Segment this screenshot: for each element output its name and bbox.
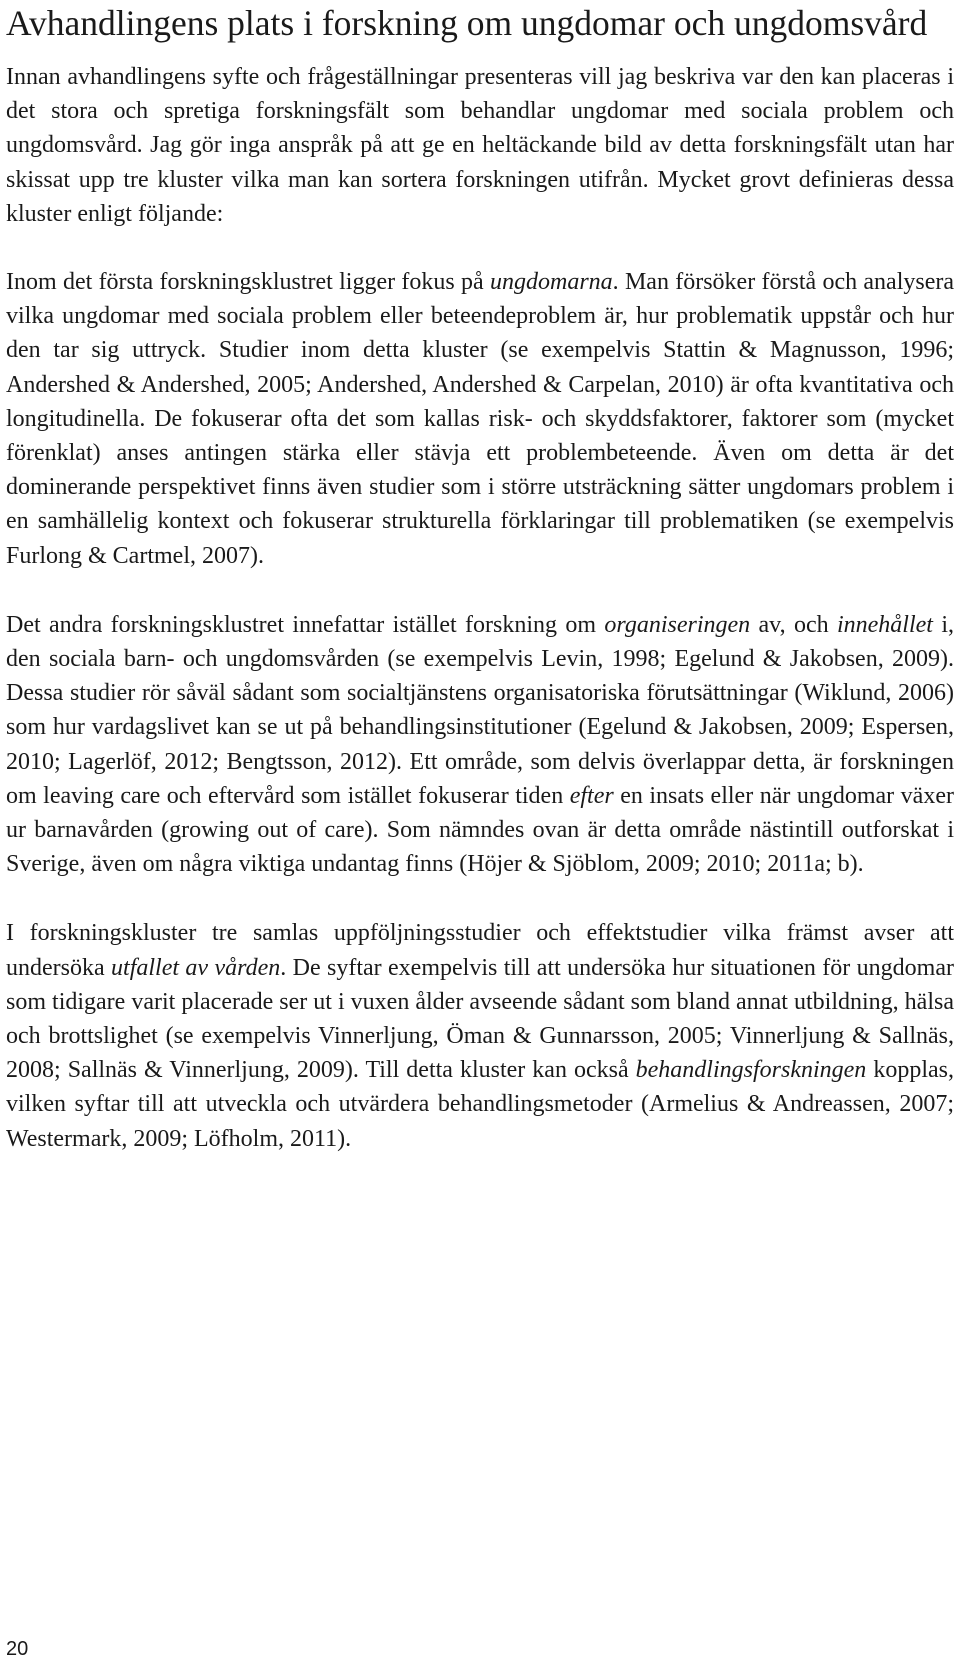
italic-term: ungdomarna [489, 269, 613, 296]
paragraph-cluster-two [6, 608, 954, 882]
italic-term: organiseringen [604, 611, 751, 638]
italic-term: innehållet [836, 611, 933, 638]
text-run: Det andra forskningsklustret innefattar istället forskning om [6, 611, 605, 638]
paragraph-cluster-three [6, 916, 954, 1155]
paragraph-cluster-one [6, 265, 954, 573]
section-heading: Avhandlingens plats i forskning om ungdomar och ungdomsvård [6, 3, 928, 43]
document-page [6, 0, 954, 1156]
italic-term: utfallet av vården [111, 954, 281, 981]
text-run: kopplas, vilken syftar till att utveckla och utvärdera behandlingsmetoder (Armelius & Andreassen, 2007; Westermark, 2009; Löfholm, 2011). [6, 1057, 954, 1152]
text-run: . De syftar exempelvis till att undersöka hur situationen för ungdomar som tidigare varit placerade ser ut i vuxen ålder avseende sådant som bland annat utbildning, hälsa och brottslighet (se exempelvis Vinnerljung, Öman & Gunnarsson, 2005; Vinnerljung & Sallnäs, 2008; Sallnäs & Vinnerljung, 2009). Till detta kluster kan också [6, 954, 954, 1084]
text-run: av, och [750, 611, 837, 638]
text-run: I forskningskluster tre samlas uppföljningsstudier och effektstudier vilka främst avser att undersöka [6, 920, 954, 981]
text-run: . Man försöker förstå och analysera vilka ungdomar med sociala problem eller beteendeproblem är, hur problematik uppstår och hur den tar sig uttryck. Studier inom detta kluster (se exempelvis Stattin & Magnusson, 1996; Andershed & Andershed, 2005; Andershed, Andershed & Carpelan, 2010) är ofta kvantitativa och longitudinella. De fokuserar ofta det som kallas risk- och skyddsfaktorer, faktorer som (mycket förenklat) anses antingen stärka eller stävja ett problembeteende. Även om detta är det dominerande perspektivet finns även studier som i större utsträckning sätter ungdomars problem i en samhällelig kontext och fokuserar strukturella förklaringar till problematiken (se exempelvis Furlong & Cartmel, 2007). [6, 269, 954, 569]
italic-term: behandlingsforskningen [635, 1057, 867, 1084]
page-number: 20 [6, 1638, 29, 1660]
text-run: i, den sociala barn- och ungdomsvården (se exempelvis Levin, 1998; Egelund & Jakobsen, 2009). Dessa studier rör såväl sådant som socialtjänstens organisatoriska förutsättningar (Wiklund, 2006) som hur vardagslivet kan se ut på behandlingsinstitutioner (Egelund & Jakobsen, 2009; Espersen, 2010; Lagerlöf, 2012; Bengtsson, 2012). Ett område, som delvis överlappar detta, är forskningen om leaving care och eftervård som istället fokuserar tiden [6, 611, 954, 809]
paragraph-intro [6, 60, 954, 231]
text-run: Innan avhandlingens syfte och frågeställningar presenteras vill jag beskriva var den kan placeras i det stora och spretiga forskningsfält som behandlar ungdomar med sociala problem och ungdomsvård. Jag gör inga anspråk på att ge en heltäckande bild av detta forskningsfält utan har skissat upp tre kluster vilka man kan sortera forskningen utifrån. Mycket grovt definieras dessa kluster enligt följande: [6, 64, 954, 227]
text-run: Inom det första forskningsklustret ligger fokus på [6, 269, 490, 296]
text-run: en insats eller när ungdomar växer ur barnavården (growing out of care). Som nämndes ovan är detta område nästintill outforskat i Sverige, även om några viktiga undantag finns (Höjer & Sjöblom, 2009; 2010; 2011a; b). [6, 782, 954, 878]
italic-term: efter [569, 782, 614, 809]
